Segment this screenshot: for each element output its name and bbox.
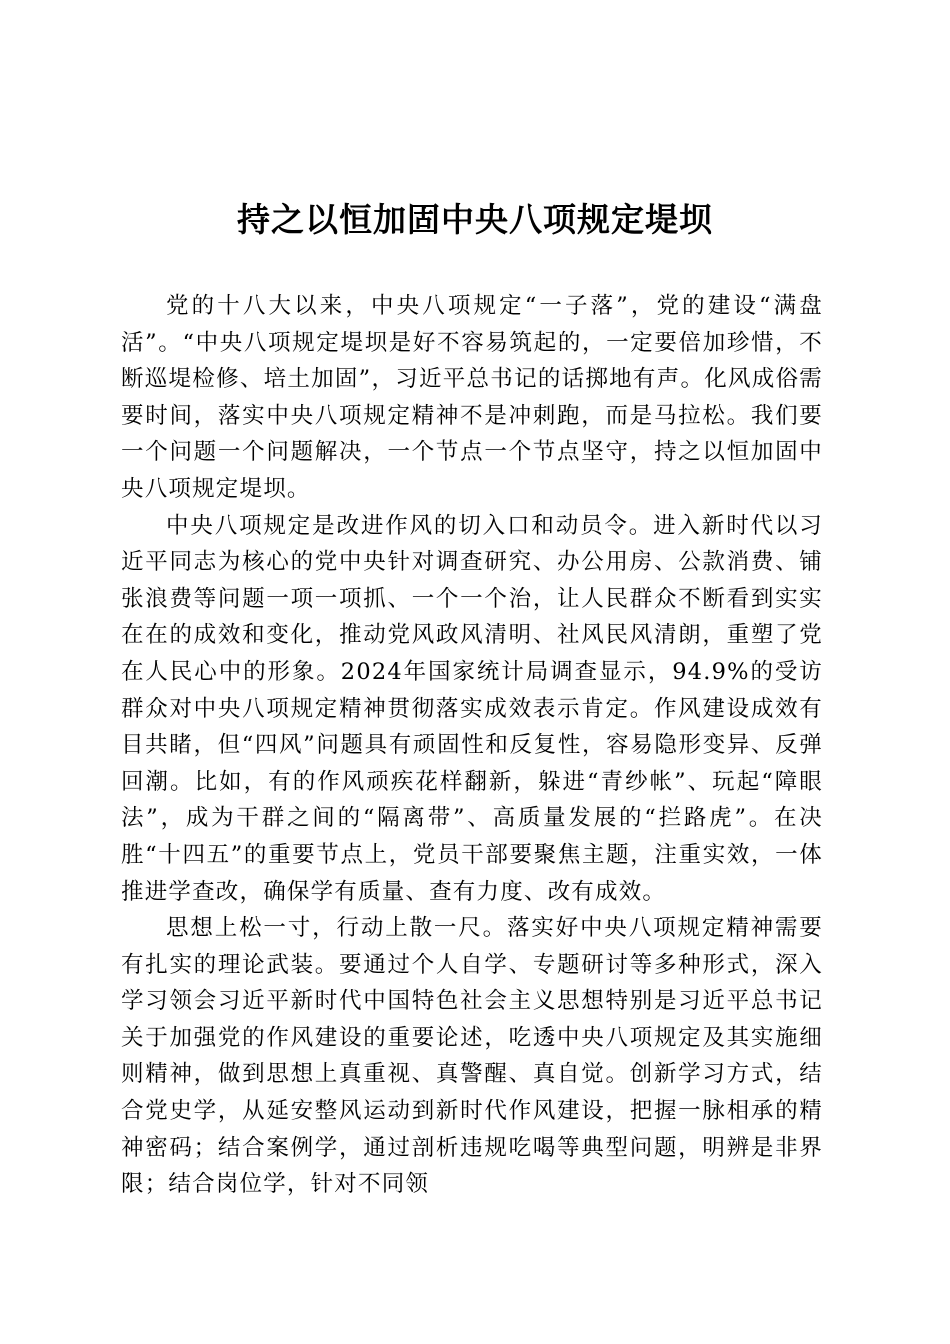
document-title: 持之以恒加固中央八项规定堤坝 (237, 200, 713, 239)
paragraph-1: 党的十八大以来，中央八项规定“一子落”，党的建设“满盘活”。“中央八项规定堤坝是好不容易筑起的，一定要倍加珍惜，不断巡堤检修、培土加固”，习近平总书记的话掷地有声。化风成俗需要时间，落实中央八项规定精神不是冲刺跑，而是马拉松。我们要一个问题一个问题解决，一个节点一个节点坚守，持之以恒加固中央八项规定堤坝。 (121, 293, 823, 502)
paragraph-2: 中央八项规定是改进作风的切入口和动员令。进入新时代以习近平同志为核心的党中央针对调查研究、办公用房、公款消费、铺张浪费等问题一项一项抓、一个一个治，让人民群众不断看到实实在在的成效和变化，推动党风政风清明、社风民风清朗，重塑了党在人民心中的形象。2024年国家统计局调查显示，94.9%的受访群众对中央八项规定精神贯彻落实成效表示肯定。作风建设成效有目共睹，但“四风”问题具有顽固性和反复性，容易隐形变异、反弹回潮。比如，有的作风顽疾花样翻新，躲进“青纱帐”、玩起“障眼法”，成为干群之间的“隔离带”、高质量发展的“拦路虎”。在决胜“十四五”的重要节点上，党员干部要聚焦主题，注重实效，一体推进学查改，确保学有质量、查有力度、改有成效。 (121, 512, 823, 905)
paragraph-3: 思想上松一寸，行动上散一尺。落实好中央八项规定精神需要有扎实的理论武装。要通过个人自学、专题研讨等多种形式，深入学习领会习近平新时代中国特色社会主义思想特别是习近平总书记关于加强党的作风建设的重要论述，吃透中央八项规定及其实施细则精神，做到思想上真重视、真警醒、真自觉。创新学习方式，结合党史学，从延安整风运动到新时代作风建设，把握一脉相承的精神密码；结合案例学，通过剖析违规吃喝等典型问题，明辨是非界限；结合岗位学，针对不同领 (121, 915, 823, 1198)
document-body (121, 288, 823, 1203)
